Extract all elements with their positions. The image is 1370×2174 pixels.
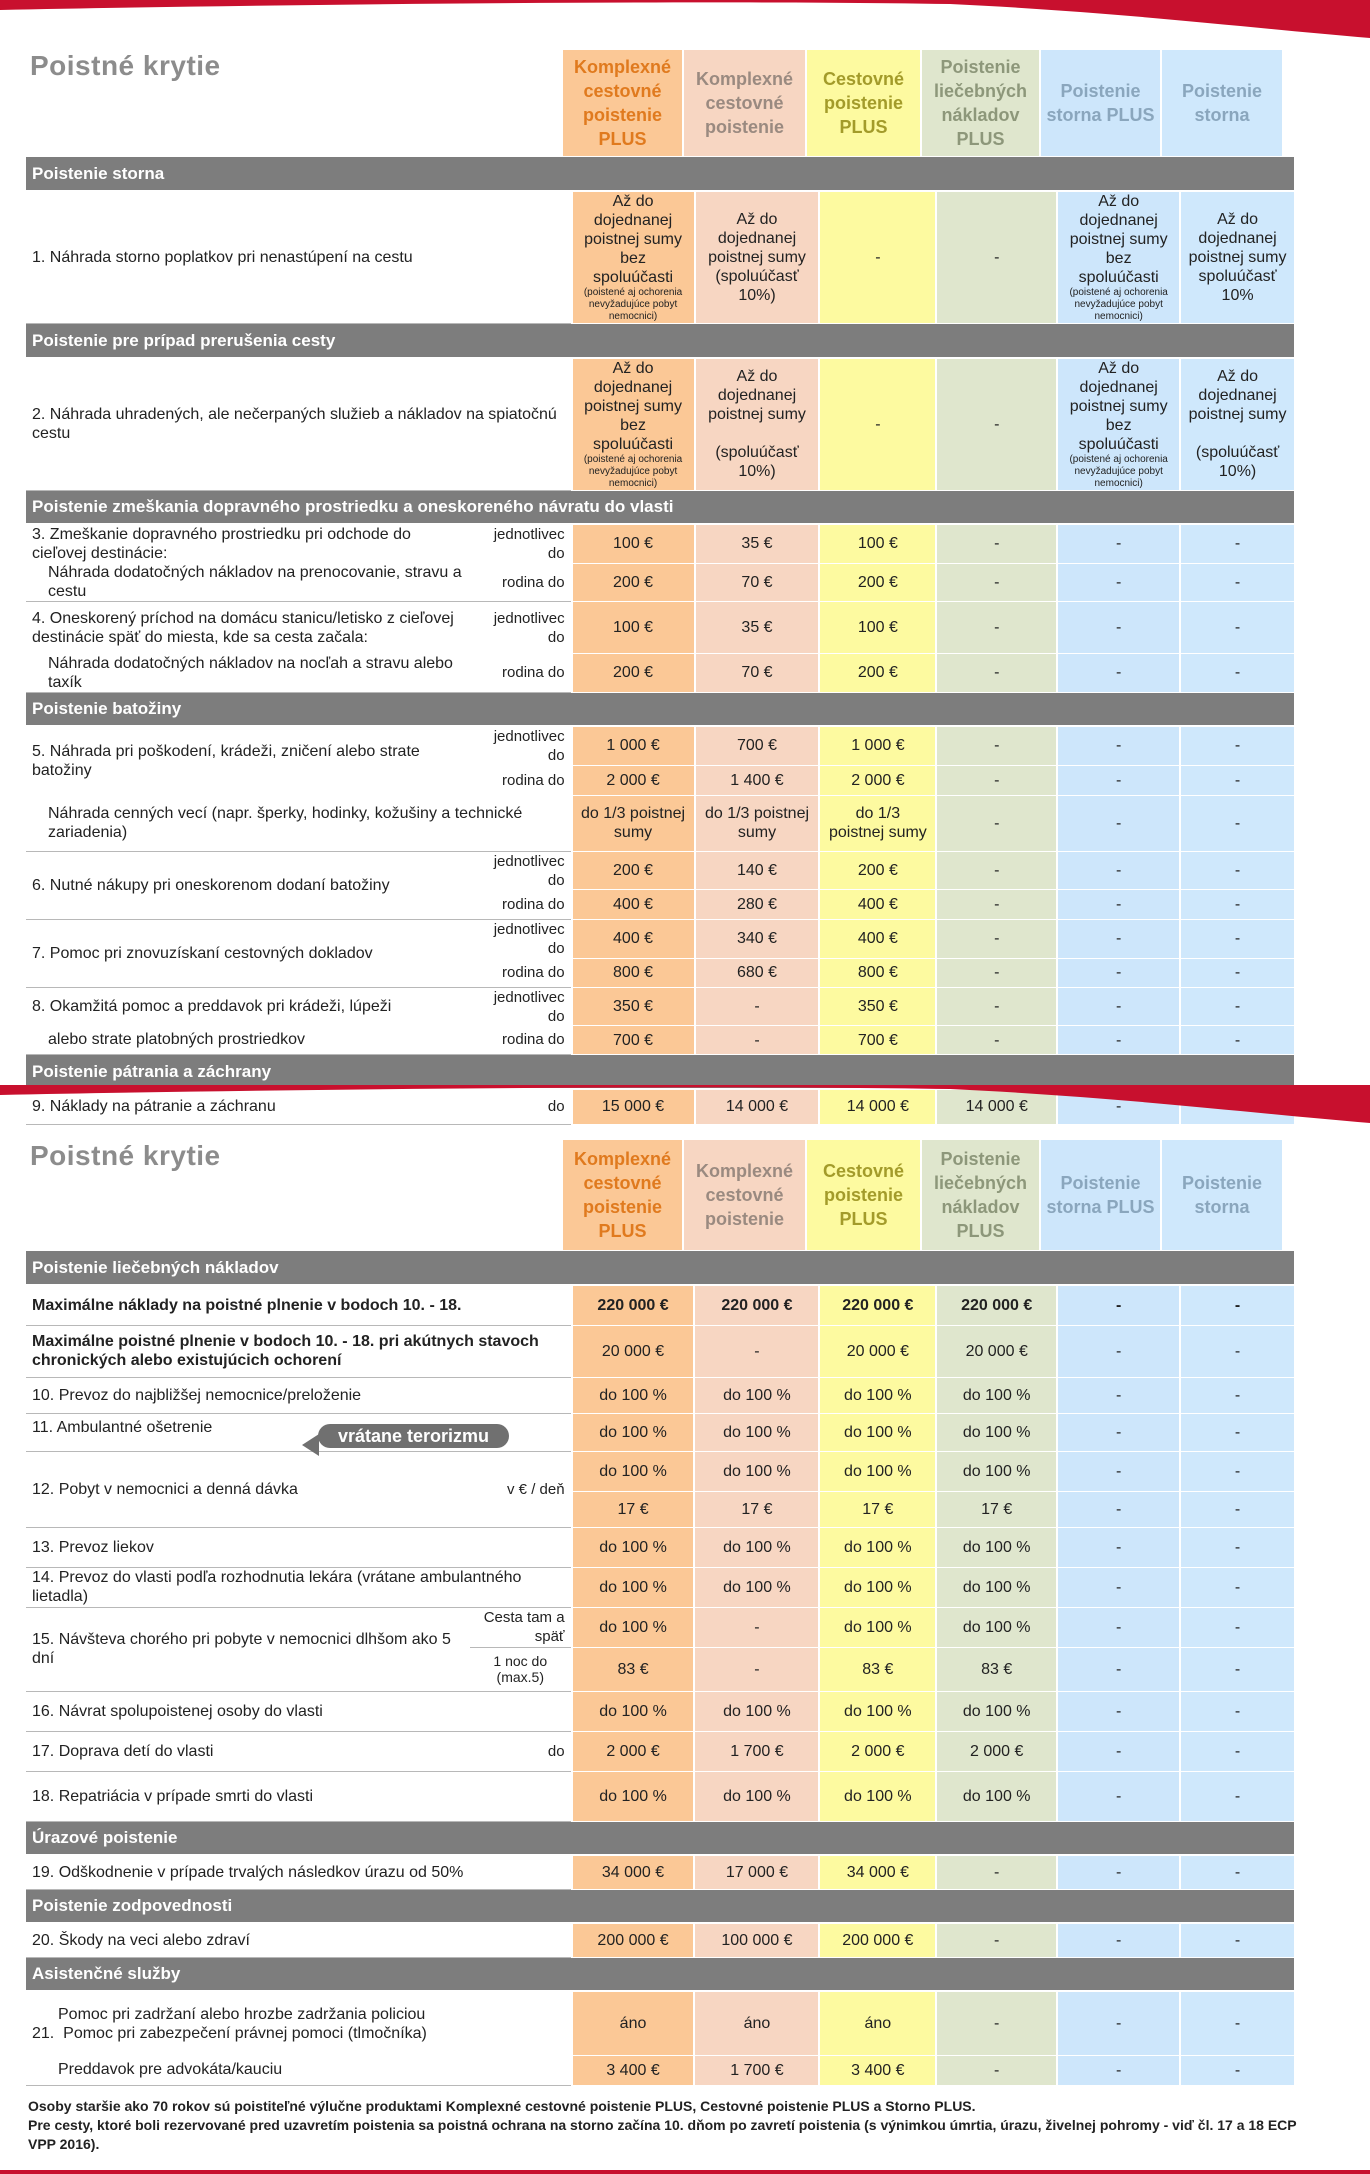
table-row: Maximálne náklady na poistné plnenie v bodoch 10. - 18. 220 000 € 220 000 € 220 000 € 220 000 € - -: [26, 1285, 1294, 1325]
table-row: rodina do 400 € 280 € 400 € - - -: [26, 890, 1294, 920]
column-header-2: Komplexné cestovné poistenie: [684, 1140, 805, 1250]
table-row: 14. Prevoz do vlasti podľa rozhodnutia lekára (vrátane ambulantného lietadla) do 100 % do 100 % do 100 % do 100 % - -: [26, 1567, 1294, 1607]
terrorism-badge: vrátane terorizmu: [318, 1424, 509, 1448]
section-header: Úrazové poistenie: [26, 1821, 1294, 1855]
section-header: Poistenie storna: [26, 157, 1294, 191]
table-row: rodina do 800 € 680 € 800 € - - -: [26, 958, 1294, 987]
table-row: 20. Škody na veci alebo zdraví 200 000 € 100 000 € 200 000 € - - -: [26, 1923, 1294, 1957]
section-header: Poistenie zmeškania dopravného prostriedku a oneskoreného návratu do vlasti: [26, 490, 1294, 524]
table-row: alebo strate platobných prostriedkov rodina do 700 € - 700 € - - -: [26, 1026, 1294, 1055]
table-row: 10. Prevoz do najbližšej nemocnice/preloženie do 100 % do 100 % do 100 % do 100 % - -: [26, 1377, 1294, 1413]
column-header-3: Cestovné poistenie PLUS: [807, 1140, 920, 1250]
column-header-6: Poistenie storna: [1162, 50, 1282, 156]
table-row: 12. Pobyt v nemocnici a denná dávka v € / deň do 100 % do 100 % do 100 % do 100 % - -: [26, 1451, 1294, 1491]
table-row: 6. Nutné nákupy pri oneskorenom dodaní batožiny jednotlivec do 200 € 140 € 200 € - - -: [26, 851, 1294, 890]
column-header-1: Komplexné cestovné poistenie PLUS: [563, 50, 682, 156]
table-row: Náhrada dodatočných nákladov na prenocovanie, stravu a cestu rodina do 200 € 70 € 200 € - - -: [26, 563, 1294, 602]
section-header: Poistenie zodpovednosti: [26, 1889, 1294, 1923]
column-header-5: Poistenie storna PLUS: [1041, 50, 1160, 156]
coverage-table-2: [26, 1251, 1294, 2086]
table-row: 1. Náhrada storno poplatkov pri nenastúpení na cestu Až do dojednanej poistnej sumy bez spoluúčasti (poistené aj ochorenia nevyžadujúce pobyt nemocnici) Až do dojednanej poistnej sumy (spoluúčasť 10%) - - Až do dojednanej poistnej sumy bez spoluúčasti (poistené aj ochorenia nevyžadujúce pobyt nemocnici) Až do dojednanej poistnej sumy spoluúčasť 10%: [26, 191, 1294, 324]
table-row: Pomoc pri zadržaní alebo hrozbe zadržania policiou 21. Pomoc pri zabezpečení právnej pomoci (tlmočníka) áno áno áno - - -: [26, 1991, 1294, 2055]
table-row: 4. Oneskorený príchod na domácu stanicu/letisko z cieľovej destinácie späť do miesta, kde sa cesta začala: jednotlivec do 100 € 35 € 100 € - - -: [26, 602, 1294, 654]
table-row: Preddavok pre advokáta/kauciu 3 400 € 1 700 € 3 400 € - - -: [26, 2055, 1294, 2085]
table-row: 19. Odškodnenie v prípade trvalých následkov úrazu od 50% 34 000 € 17 000 € 34 000 € - - -: [26, 1855, 1294, 1889]
column-header-row: [26, 1140, 1294, 1250]
red-swoosh-decoration: [0, 1085, 1370, 1123]
column-header-2: Komplexné cestovné poistenie: [684, 50, 805, 156]
page-title: Poistné krytie: [30, 50, 221, 81]
table-row: Náhrada cenných vecí (napr. šperky, hodinky, kožušiny a technické zariadenia) do 1/3 poistnej sumy do 1/3 poistnej sumy do 1/3 poistnej sumy - - -: [26, 795, 1294, 851]
table-row: 8. Okamžitá pomoc a preddavok pri krádeži, lúpeži jednotlivec do 350 € - 350 € - - -: [26, 987, 1294, 1026]
table-row: 5. Náhrada pri poškodení, krádeži, zničení alebo strate batožiny jednotlivec do 1 000 € 700 € 1 000 € - - -: [26, 726, 1294, 765]
table-row: 9. Náklady na pátranie a záchranu do 15 000 € 14 000 € 14 000 € 14 000 € -: [26, 1089, 1294, 1125]
column-header-6: Poistenie storna: [1162, 1140, 1282, 1250]
table-row: 15. Návšteva chorého pri pobyte v nemocnici dlhšom ako 5 dní Cesta tam a späť do 100 % - do 100 % do 100 % - -: [26, 1607, 1294, 1647]
section-header: Asistenčné služby: [26, 1957, 1294, 1991]
table-row: 11. Ambulantné ošetrenie do 100 % do 100 % do 100 % do 100 % - -: [26, 1413, 1294, 1451]
footnote-storno: Pre cesty, ktoré boli rezervované pred uzavretím poistenia sa poistná ochrana na storno začína 10. dňom po zavretí poistenia (s výnimkou úmrtia, úrazu, živelnej pohromy - viď čl. 17 a 18 ECP VPP 2016).: [28, 2117, 1297, 2152]
page-2: [0, 1085, 1370, 2174]
coverage-table-1: [26, 157, 1294, 1125]
table-row: 3. Zmeškanie dopravného prostriedku pri odchode do cieľovej destinácie: jednotlivec do 100 € 35 € 100 € - - -: [26, 524, 1294, 563]
table-row: 17 € 17 € 17 € 17 € - -: [26, 1491, 1294, 1527]
column-header-4: Poistenie liečebných nákladov PLUS: [922, 50, 1039, 156]
column-header-1: Komplexné cestovné poistenie PLUS: [563, 1140, 682, 1250]
page-title: Poistné krytie: [30, 1140, 221, 1171]
table-row: 18. Repatriácia v prípade smrti do vlasti do 100 % do 100 % do 100 % do 100 % - -: [26, 1771, 1294, 1821]
column-header-row: [26, 50, 1294, 156]
red-bottom-line: [0, 2170, 1370, 2174]
section-header: Poistenie batožiny: [26, 692, 1294, 726]
table-row: 1 noc do (max.5) 83 € - 83 € 83 € - -: [26, 1647, 1294, 1691]
column-header-3: Cestovné poistenie PLUS: [807, 50, 920, 156]
section-header: Poistenie liečebných nákladov: [26, 1251, 1294, 1285]
section-header: Poistenie pre prípad prerušenia cesty: [26, 324, 1294, 358]
table-row: 17. Doprava detí do vlasti do 2 000 € 1 700 € 2 000 € 2 000 € - -: [26, 1731, 1294, 1771]
column-header-5: Poistenie storna PLUS: [1041, 1140, 1160, 1250]
footnote-age: Osoby staršie ako 70 rokov sú poistiteľné výlučne produktami Komplexné cestovné poistenie PLUS, Cestovné poistenie PLUS a Storno PLUS.: [28, 2098, 976, 2114]
table-row: 7. Pomoc pri znovuzískaní cestovných dokladov jednotlivec do 400 € 340 € 400 € - - -: [26, 920, 1294, 959]
table-row: Náhrada dodatočných nákladov na nocľah a stravu alebo taxík rodina do 200 € 70 € 200 € - - -: [26, 654, 1294, 693]
table-row: rodina do 2 000 € 1 400 € 2 000 € - - -: [26, 765, 1294, 795]
table-row: 16. Návrat spolupoistenej osoby do vlasti do 100 % do 100 % do 100 % do 100 % - -: [26, 1691, 1294, 1731]
column-header-4: Poistenie liečebných nákladov PLUS: [922, 1140, 1039, 1250]
table-row: Maximálne poistné plnenie v bodoch 10. - 18. pri akútnych stavoch chronických alebo existujúcich ochorení 20 000 € - 20 000 € 20 000 € - -: [26, 1325, 1294, 1377]
table-row: 13. Prevoz liekov do 100 % do 100 % do 100 % do 100 % - -: [26, 1527, 1294, 1567]
section-header: Poistenie pátrania a záchrany: [26, 1055, 1294, 1089]
table-row: 2. Náhrada uhradených, ale nečerpaných služieb a nákladov na spiatočnú cestu Až do dojednanej poistnej sumy bez spoluúčasti (poistené aj ochorenia nevyžadujúce pobyt nemocnici) Až do dojednanej poistnej sumy (spoluúčasť 10%) - - Až do dojednanej poistnej sumy bez spoluúčasti (poistené aj ochorenia nevyžadujúce pobyt nemocnici) Až do dojednanej poistnej sumy (spoluúčasť 10%): [26, 358, 1294, 491]
red-swoosh-decoration: [0, 0, 1370, 38]
